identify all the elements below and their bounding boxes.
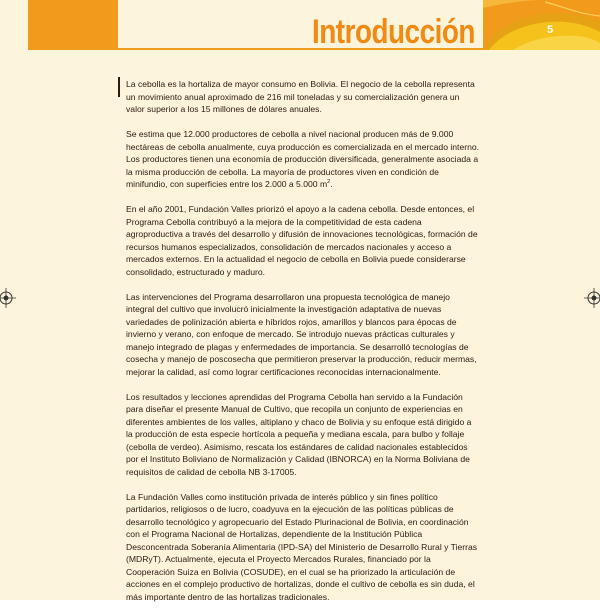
registration-mark-icon <box>584 288 600 308</box>
paragraph-marker-bar <box>118 77 120 97</box>
page-number: 5 <box>546 24 554 36</box>
paragraph-2-end: . <box>330 179 333 189</box>
superscript: 2 <box>327 179 331 186</box>
paragraph-6: La Fundación Valles como institución privada de interés público y sin fines político partidarios, religiosos o de lucro, coadyuva en la ejecución de las políticas públicas de desarrollo tecnológico y agropecuario del Estado Plurinacional de Bolivia, en coordinación con el Programa Nacional de Hortalizas, dependiente de la Institución Pública Desconcentrada Soberanía Alimentaria (IPD-SA) del Ministerio de Desarrollo Rural y Tierras (MDRyT). Actualmente, ejecuta el Proyecto Mercados Rurales, financiado por la Cooperación Suiza en Bolivia (COSUDE), en el cual se ha priorizado la articulación de acciones en el complejo productivo de hortalizas, donde el cultivo de cebolla es sin duda, el más importante dentro de las hortalizas tradicionales. <box>126 491 478 602</box>
paragraph-3: En el año 2001, Fundación Valles priorizó el apoyo a la cadena cebolla. Desde entonces, el Programa Cebolla contribuyó a la mejora de la competitividad de esta cadena agroproductiva a través del desarrollo y difusión de innovaciones tecnológicas, formación de recursos humanos especializados, consolidación de mercados nacionales y acceso a mercados externos. En la actualidad el negocio de cebolla en Bolivia puede considerarse consolidado, estructurado y maduro. <box>126 204 478 277</box>
page-title: Introducción <box>312 13 475 51</box>
paragraph-1: La cebolla es la hortaliza de mayor consumo en Bolivia. El negocio de la cebolla representa un movimiento anual aproximado de 216 mil toneladas y su comercialización genera un valor superior a los 15 millones de dólares anuales. <box>126 79 475 114</box>
header-color-block <box>28 0 118 50</box>
registration-mark-icon <box>0 288 16 308</box>
paragraph-2-text: Se estima que 12.000 productores de cebolla a nivel nacional producen más de 9.000 hectáreas de cebolla anualmente, cuya producción es comercializada en el mercado interno. Los productores tienen una economía de producción diversificada, generalmente asociada a la misma producción de cebolla. La mayoría de productores viven en condición de minifundio, con superficies entre los 2.000 a 5.000 m <box>126 129 480 189</box>
paragraph-4: Las intervenciones del Programa desarrollaron una propuesta tecnológica de manejo integral del cultivo que involucró inicialmente la investigación adaptativa de nuevas variedades de polinización abierta e híbridos rojos, amarillos y blancos para épocas de invierno y verano, con enfoque de mercado. Se introdujo nuevas prácticas culturales y manejo integrado de plagas y enfermedades de importancia. Se desarrolló tecnologías de cosecha y manejo de poscosecha que permitieron preservar la producción, reducir mermas, mejorar la calidad, así como lograr certificaciones reconocidas internacionalmente. <box>126 291 477 377</box>
paragraph-2 <box>126 128 480 191</box>
paragraph-5: Los resultados y lecciones aprendidas del Programa Cebolla han servido a la Fundación para diseñar el presente Manual de Cultivo, que recopila un conjunto de experiencias en diferentes ambientes de los valles, altiplano y chaco de Bolivia y su enfoque está dirigido a la producción de esta especie hortícola a pequeña y mediana escala, para bulbo y follaje (cebolla de verdeo). Asimismo, rescata los estándares de calidad nacionales establecidos por el Instituto Boliviano de Normalización y Calidad (IBNORCA) en la Norma Boliviana de requisitos de calidad de cebolla NB 3-17005. <box>126 391 472 477</box>
body-text <box>126 78 480 616</box>
